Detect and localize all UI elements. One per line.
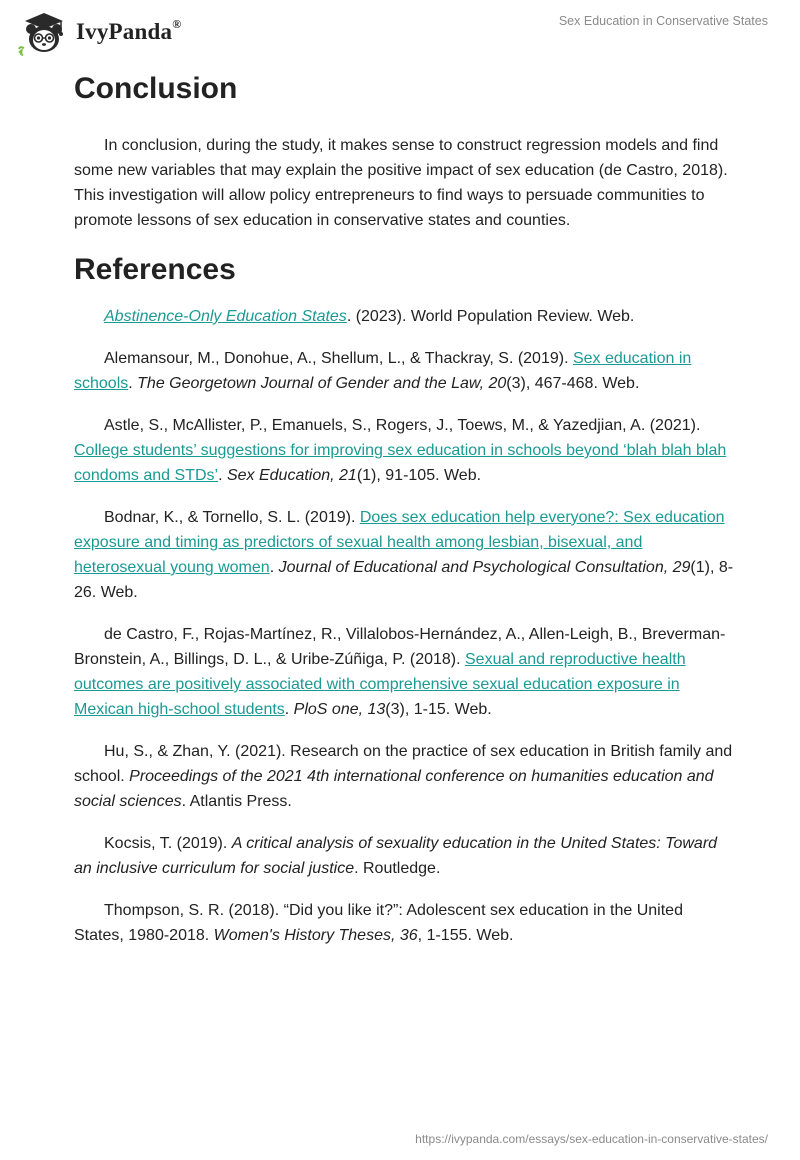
header-title: Sex Education in Conservative States xyxy=(558,14,768,28)
reference-item: Alemansour, M., Donohue, A., Shellum, L., & Thackray, S. (2019). Sex education in schools. The Georgetown Journal of Gender and the Law, 20(3), 467-468. Web. xyxy=(74,350,692,392)
references-list xyxy=(74,304,734,948)
reference-item: Thompson, S. R. (2018). “Did you like it?”: Adolescent sex education in the United States, 1980-2018. Women's History Theses, 36, 1-155. Web. xyxy=(74,902,683,944)
reference-item: Astle, S., McAllister, P., Emanuels, S., Rogers, J., Toews, M., & Yazedjian, A. (2021). College students’ suggestions for improving sex education in schools beyond ‘blah blah blah condoms and STDs’. Sex Education, 21(1), 91-105. Web. xyxy=(74,417,727,484)
reference-item: Kocsis, T. (2019). A critical analysis of sexuality education in the United States: Toward an inclusive curriculum for social justice. Routledge. xyxy=(74,835,718,877)
logo-text: IvyPanda® xyxy=(76,17,182,44)
reference-item: Bodnar, K., & Tornello, S. L. (2019). Does sex education help everyone?: Sex education exposure and timing as predictors of sexual health among lesbian, bisexual, and heterosexual young women. Journal of Educational and Psychological Consultation, 29(1), 8-26. Web. xyxy=(74,509,734,601)
reference-item: Abstinence-Only Education States. (2023). World Population Review. Web. xyxy=(104,308,635,325)
reference-link[interactable]: College students’ suggestions for improving sex education in schools beyond ‘blah blah blah condoms and STDs’ xyxy=(74,442,727,484)
reference-link[interactable]: Sex education in schools xyxy=(74,350,692,392)
reference-link[interactable]: Sexual and reproductive health outcomes are positively associated with comprehensive sexual education exposure in Mexican high-school students xyxy=(74,651,686,718)
reference-link[interactable]: Abstinence-Only Education States xyxy=(104,308,347,325)
logo[interactable] xyxy=(14,8,181,56)
references-heading: References xyxy=(74,253,236,286)
panda-logo-icon xyxy=(14,8,74,56)
reference-link[interactable]: Does sex education help everyone?: Sex education exposure and timing as predictors of sexual health among lesbian, bisexual, and heterosexual young women xyxy=(74,509,725,576)
footer-url[interactable]: https://ivypanda.com/essays/sex-education-in-conservative-states/ xyxy=(415,1132,768,1146)
document-body xyxy=(74,70,734,965)
conclusion-paragraph: In conclusion, during the study, it makes sense to construct regression models and find some new variables that may explain the positive impact of sex education (de Castro, 2018). This investigation will allow policy entrepreneurs to find ways to persuade communities to promote lessons of sex education in conservative states and counties. xyxy=(74,137,728,229)
conclusion-heading: Conclusion xyxy=(74,72,238,105)
reference-item: de Castro, F., Rojas-Martínez, R., Villalobos-Hernández, A., Allen-Leigh, B., Breverman-Bronstein, A., Billings, D. L., & Uribe-Zúñiga, P. (2018). Sexual and reproductive health outcomes are positively associated with comprehensive sexual education exposure in Mexican high-school students. PloS one, 13(3), 1-15. Web. xyxy=(74,626,726,718)
reference-item: Hu, S., & Zhan, Y. (2021). Research on the practice of sex education in British family and school. Proceedings of the 2021 4th international conference on humanities education and social sciences. Atlantis Press. xyxy=(74,743,733,810)
